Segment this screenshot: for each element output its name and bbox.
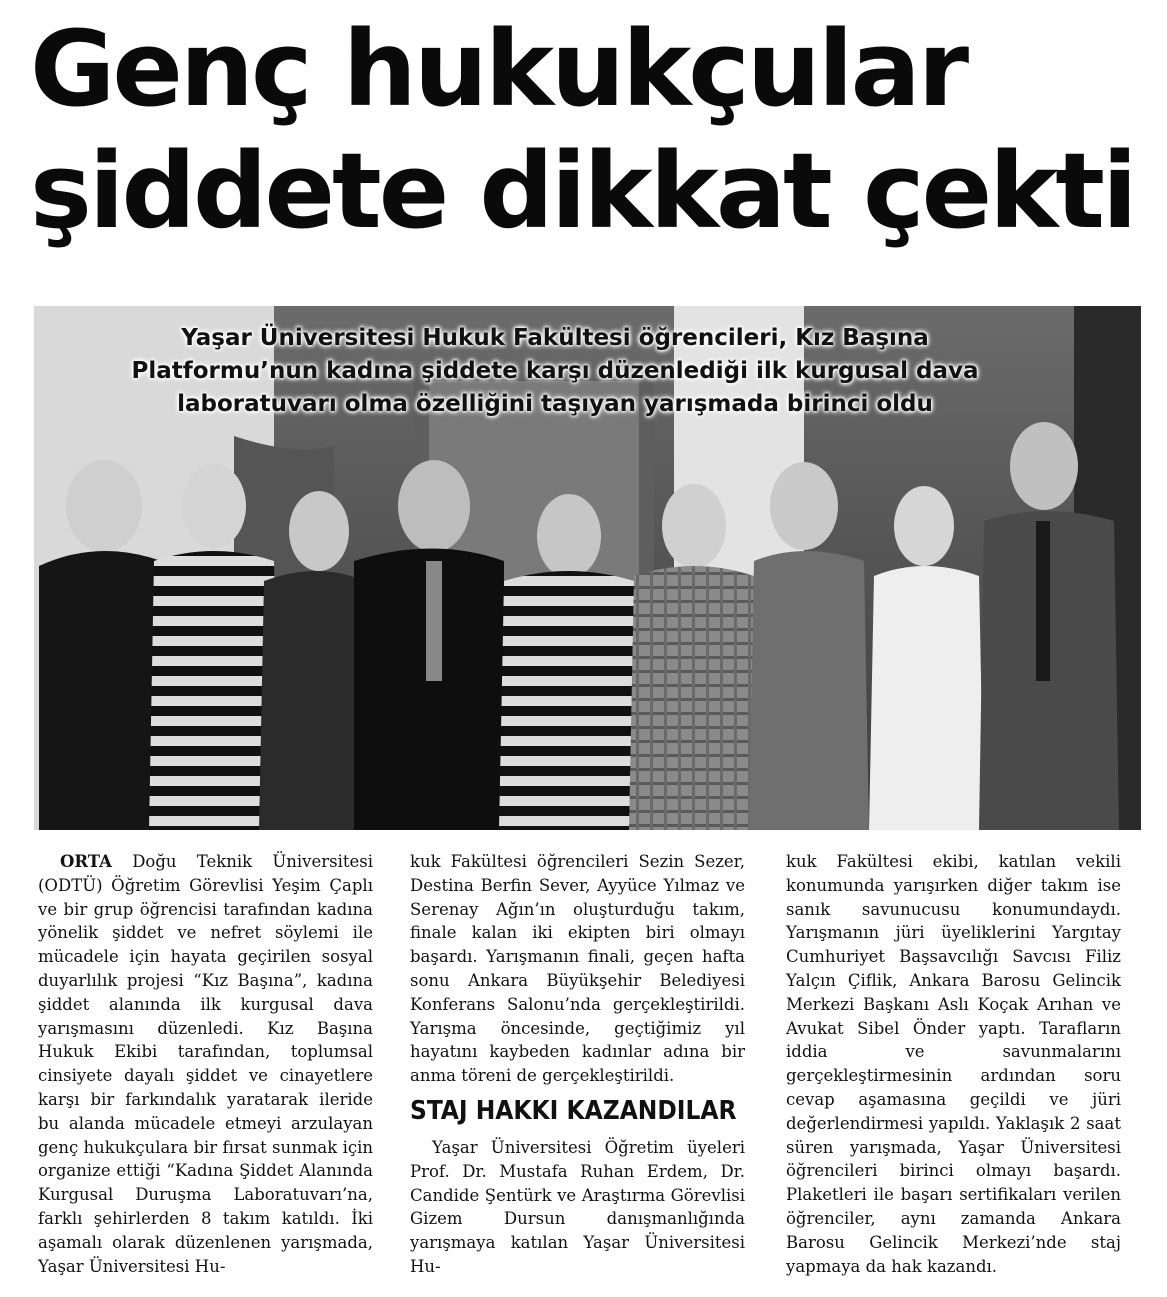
lead-word: ORTA xyxy=(60,852,112,871)
photo-caption-line-2: Platformu’nun kadına şiddete karşı düzenlediği ilk kurgusal dava xyxy=(131,358,979,384)
article-column-1 xyxy=(38,850,373,1278)
photo-caption-line-3: laboratuvarı olma özelliğini taşıyan yarışmada birinci oldu xyxy=(177,391,933,417)
article-column-3 xyxy=(786,850,1121,1278)
column-3-text: kuk Fakültesi ekibi, katılan vekili konumunda yarışırken diğer takım ise sanık savunucusu konumundaydı. Yarışmanın jüri üyeliklerini Yargıtay Cumhuriyet Başsavcılığı Savcısı Filiz Yalçın Çiflik, Ankara Barosu Gelincik Merkezi Başkanı Aslı Koçak Arıhan ve Avukat Sibel Önder yaptı. Tarafların iddia ve savunmalarını gerçekleştirmesinin ardından soru cevap aşamasına geçildi ve jüri değerlendirmesi yapıldı. Yaklaşık 2 saat süren yarışmada, Yaşar Üniversitesi öğrencileri birinci olmayı başardı. Plaketleri ile başarı sertifikaları verilen öğrenciler, aynı zamanda Ankara Barosu Gelincik Merkezi’nde staj yapmaya da hak kazandı. xyxy=(786,852,1121,1276)
headline xyxy=(30,8,1150,252)
column-1-text: Doğu Teknik Üniversitesi (ODTÜ) Öğretim Görevlisi Yeşim Çaplı ve bir grup öğrencisi tarafından kadına yönelik şiddet ve nefret söylemi ile mücadele için hayata geçirilen sosyal duyarlılık projesi “Kız Başına”, kadına şiddet alanında ilk kurgusal dava yarışmasını düzenledi. Kız Başına Hukuk Ekibi tarafından, toplumsal cinsiyete dayalı şiddet ve cinayetlere karşı bir farkındalık yaratarak ileride bu alanda mücadele etmeyi arzulayan genç hukukçulara bir fırsat sunmak için organize ettiği “Kadına Şiddet Alanında Kurgusal Duruşma Laboratuvarı’na, farklı şehirlerden 8 takım katıldı. İki aşamalı olarak düzenlenen yarışmada, Yaşar Üniversitesi Hu- xyxy=(38,852,373,1276)
column-2-text-b: Yaşar Üniversitesi Öğretim üyeleri Prof. Dr. Mustafa Ruhan Erdem, Dr. Candide Şentürk ve Araştırma Görevlisi Gizem Dursun danışmanlığında yarışmaya katılan Yaşar Üniversitesi Hu- xyxy=(410,1137,745,1276)
headline-line-1: Genç hukukçular xyxy=(30,8,967,130)
article-paragraph-1 xyxy=(38,850,373,1278)
article-column-2 xyxy=(410,850,745,1279)
column-2-text: kuk Fakültesi öğrencileri Sezin Sezer, Destina Berfin Sever, Ayyüce Yılmaz ve Serenay Ağın’ın oluşturduğu takım, finale kalan iki ekipten biri olmayı başardı. Yarışmanın finali, geçen hafta sonu Ankara Büyükşehir Belediyesi Konferans Salonu’nda gerçekleştirildi. Yarışma öncesinde, geçtiğimiz yıl hayatını kaybeden kadınlar adına bir anma töreni de gerçekleştirildi. xyxy=(410,852,745,1086)
headline-line-2: şiddete dikkat çekti xyxy=(30,130,1135,252)
photo-caption-line-1: Yaşar Üniversitesi Hukuk Fakültesi öğrencileri, Kız Başına xyxy=(181,325,929,351)
group-photo xyxy=(34,306,1141,830)
section-subheading: STAJ HAKKI KAZANDILAR xyxy=(410,1095,737,1126)
photo-caption xyxy=(60,322,1050,421)
